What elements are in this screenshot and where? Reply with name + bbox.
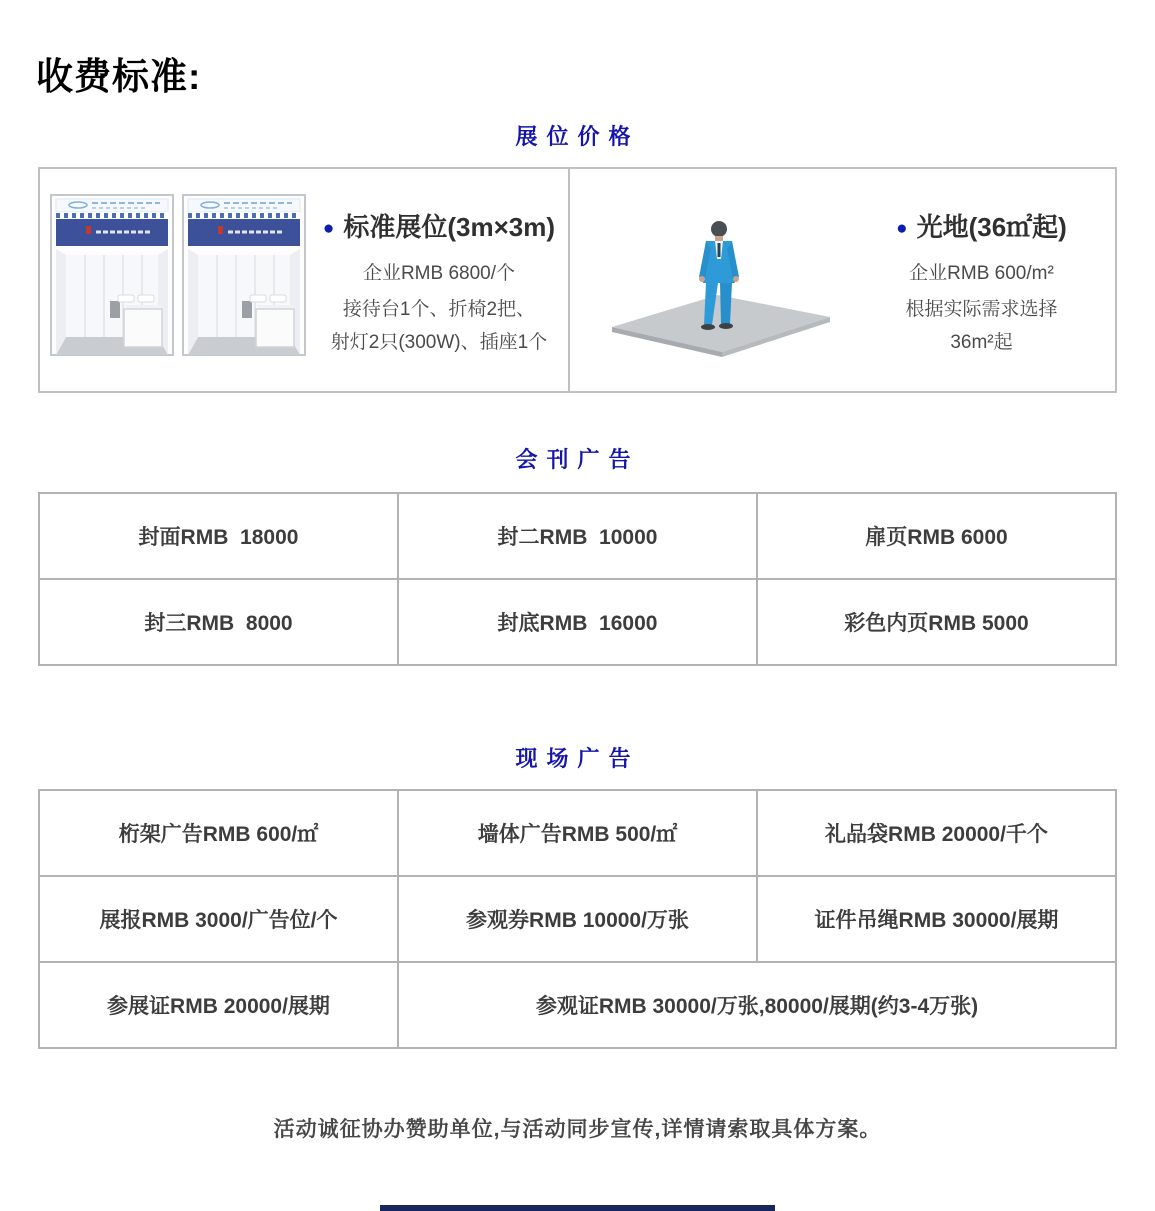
open-space-cell [570,169,1115,391]
journal-cell-cover: 封面RMB 18000 [39,493,398,579]
journal-cell-inside-back: 封三RMB 8000 [39,579,398,665]
open-space-title: ● 光地(36㎡起) [896,211,1067,242]
journal-cell-back-cover: 封底RMB 16000 [398,579,757,665]
standard-booth-image [48,189,310,372]
standard-booth-price: 企业RMB 6800/个 [362,262,515,284]
onsite-ads-table [38,789,1117,1049]
bottom-bar [380,1205,775,1211]
bullet-icon: ● [322,217,335,239]
journal-cell-title-page: 扉页RMB 6000 [757,493,1116,579]
open-space-note-1: 根据实际需求选择 [905,298,1058,320]
journal-cell-color-inner: 彩色内页RMB 5000 [757,579,1116,665]
sponsorship-note: 活动诚征协办赞助单位,与活动同步宣传,详情请索取具体方案。 [273,1118,882,1141]
open-space-note-2: 36m²起 [950,331,1013,353]
journal-ads-table [38,492,1117,666]
open-space-image [598,189,848,372]
onsite-cell-wall: 墙体广告RMB 500/㎡ [398,790,757,876]
bullet-icon: ● [896,217,908,239]
table-row [39,493,1116,579]
onsite-cell-visitor-badge: 参观证RMB 30000/万张,80000/展期(约3-4万张) [398,962,1116,1048]
onsite-cell-lanyard: 证件吊绳RMB 30000/展期 [757,876,1116,962]
standard-booth-title: ● 标准展位(3m×3m) [322,211,556,242]
table-row [39,579,1116,665]
page-title: 收费标准: [36,56,202,97]
standard-booth-equipment-1: 接待台1个、折椅2把、 [342,298,536,320]
open-space-info [848,207,1115,354]
booth-price-heading: 展位价格 [515,124,640,149]
onsite-ads-heading: 现场广告 [515,746,640,771]
table-row [39,876,1116,962]
booth-unit-left [51,195,173,355]
table-row [39,962,1116,1048]
onsite-cell-gift-bag: 礼品袋RMB 20000/千个 [757,790,1116,876]
standard-booth-cell [40,169,570,391]
booth-unit-right [183,195,305,355]
open-space-price: 企业RMB 600/m² [909,262,1054,284]
onsite-cell-poster: 展报RMB 3000/广告位/个 [39,876,398,962]
standard-booth-info [310,207,568,354]
table-row [39,790,1116,876]
booth-price-panel [38,167,1117,393]
journal-ads-heading: 会刊广告 [515,447,640,472]
onsite-cell-exhibitor-badge: 参展证RMB 20000/展期 [39,962,398,1048]
onsite-cell-truss: 桁架广告RMB 600/㎡ [39,790,398,876]
standard-booth-equipment-2: 射灯2只(300W)、插座1个 [330,331,548,353]
journal-cell-inside-front: 封二RMB 10000 [398,493,757,579]
onsite-cell-visitor-ticket: 参观券RMB 10000/万张 [398,876,757,962]
